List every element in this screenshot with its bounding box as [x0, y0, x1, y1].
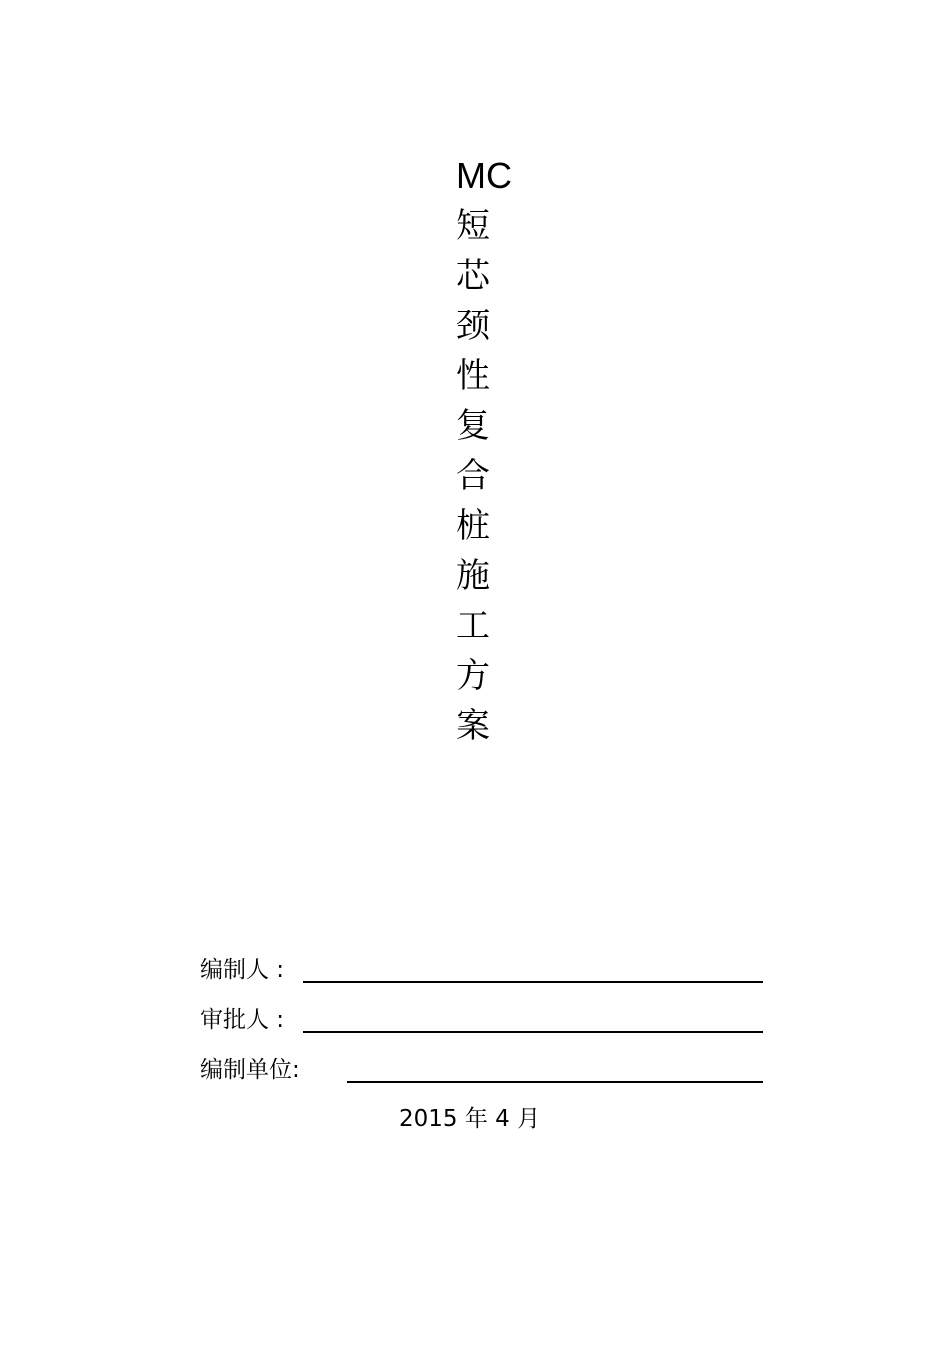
document-date — [399, 1102, 540, 1136]
title-line: 颈 — [456, 306, 490, 346]
title-line: 方 — [456, 656, 490, 696]
organization-signature-line — [347, 1081, 763, 1083]
title-line: 工 — [456, 606, 490, 646]
approver-label: 审批人 : — [200, 1007, 285, 1033]
compiler-signature-line — [303, 981, 763, 983]
title-line: 短 — [456, 206, 490, 246]
organization-row — [200, 1053, 770, 1087]
date-month-unit: 月 — [517, 1106, 541, 1132]
title-line: MC — [456, 155, 512, 196]
title-line: 芯 — [456, 256, 490, 296]
date-year: 2015 — [399, 1106, 458, 1132]
title-line: 复 — [456, 406, 490, 446]
title-line: 合 — [456, 456, 490, 496]
title-line: 桩 — [456, 506, 490, 546]
title-line: 案 — [456, 706, 490, 746]
document-title — [456, 151, 536, 751]
date-year-unit: 年 — [464, 1106, 488, 1132]
approver-row — [200, 1003, 770, 1037]
title-line: 施 — [456, 556, 490, 596]
title-line: 性 — [456, 356, 490, 396]
approver-signature-line — [303, 1031, 763, 1033]
compiler-label: 编制人 : — [200, 957, 285, 983]
compiler-row — [200, 953, 770, 987]
organization-label: 编制单位: — [200, 1057, 300, 1083]
date-month: 4 — [495, 1106, 510, 1132]
